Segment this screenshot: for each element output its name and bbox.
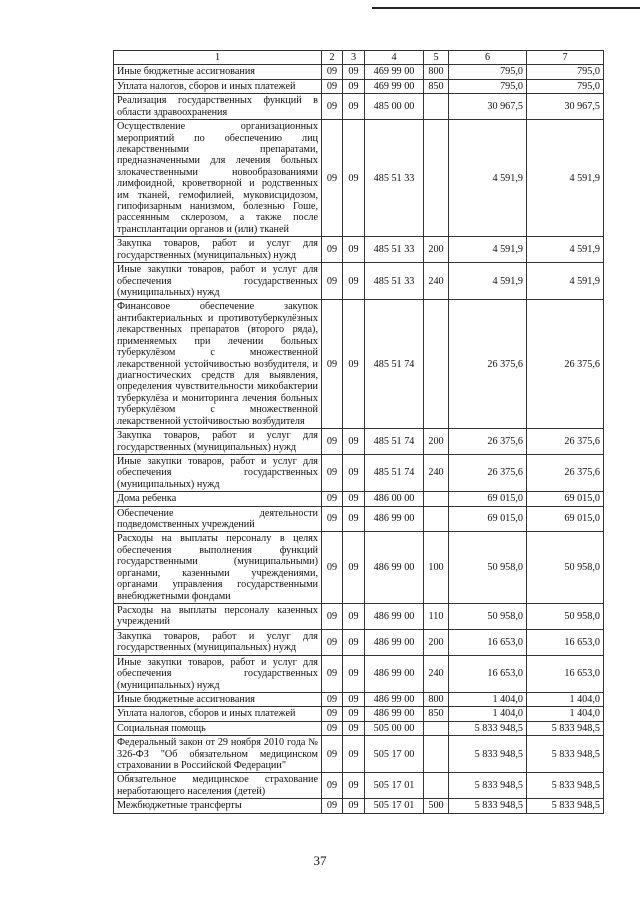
amount-col-6: 4 591,9 bbox=[449, 263, 527, 300]
row-name: Закупка товаров, работ и услуг для государственных (муниципальных) нужд bbox=[114, 429, 322, 455]
header-cell: 2 bbox=[322, 51, 343, 65]
amount-col-7: 50 958,0 bbox=[527, 532, 604, 604]
target-code: 469 99 00 bbox=[365, 65, 424, 79]
expense-type-code bbox=[424, 120, 449, 237]
table-row bbox=[114, 429, 604, 455]
expense-type-code bbox=[424, 721, 449, 735]
section-code: 09 bbox=[322, 707, 343, 721]
section-code: 09 bbox=[322, 721, 343, 735]
amount-col-6: 26 375,6 bbox=[449, 429, 527, 455]
subsection-code: 09 bbox=[343, 492, 365, 506]
section-code: 09 bbox=[322, 773, 343, 799]
row-name: Дома ребенка bbox=[114, 492, 322, 506]
expense-type-code bbox=[424, 94, 449, 120]
table-row bbox=[114, 532, 604, 604]
subsection-code: 09 bbox=[343, 429, 365, 455]
header-cell: 1 bbox=[114, 51, 322, 65]
target-code: 485 51 33 bbox=[365, 263, 424, 300]
amount-col-6: 5 833 948,5 bbox=[449, 799, 527, 813]
amount-col-7: 26 375,6 bbox=[527, 454, 604, 491]
target-code: 486 99 00 bbox=[365, 532, 424, 604]
amount-col-7: 16 653,0 bbox=[527, 629, 604, 655]
target-code: 486 99 00 bbox=[365, 603, 424, 629]
subsection-code: 09 bbox=[343, 94, 365, 120]
subsection-code: 09 bbox=[343, 736, 365, 773]
subsection-code: 09 bbox=[343, 707, 365, 721]
row-name: Иные бюджетные ассигнования bbox=[114, 692, 322, 706]
amount-col-6: 69 015,0 bbox=[449, 492, 527, 506]
amount-col-6: 5 833 948,5 bbox=[449, 773, 527, 799]
subsection-code: 09 bbox=[343, 454, 365, 491]
expense-type-code bbox=[424, 506, 449, 532]
amount-col-7: 69 015,0 bbox=[527, 492, 604, 506]
row-name: Федеральный закон от 29 ноября 2010 года № 326-ФЗ "Об обязательном медицинском страховании в Российской Федерации" bbox=[114, 736, 322, 773]
amount-col-7: 26 375,6 bbox=[527, 429, 604, 455]
section-code: 09 bbox=[322, 237, 343, 263]
amount-col-6: 16 653,0 bbox=[449, 629, 527, 655]
table-row bbox=[114, 736, 604, 773]
table-row bbox=[114, 629, 604, 655]
amount-col-7: 69 015,0 bbox=[527, 506, 604, 532]
target-code: 505 17 00 bbox=[365, 736, 424, 773]
expense-type-code: 110 bbox=[424, 603, 449, 629]
subsection-code: 09 bbox=[343, 692, 365, 706]
target-code: 505 00 00 bbox=[365, 721, 424, 735]
expense-type-code bbox=[424, 736, 449, 773]
target-code: 486 00 00 bbox=[365, 492, 424, 506]
target-code: 485 51 33 bbox=[365, 120, 424, 237]
table-row bbox=[114, 773, 604, 799]
section-code: 09 bbox=[322, 603, 343, 629]
row-name: Уплата налогов, сборов и иных платежей bbox=[114, 707, 322, 721]
amount-col-7: 5 833 948,5 bbox=[527, 721, 604, 735]
row-name: Социальная помощь bbox=[114, 721, 322, 735]
amount-col-6: 795,0 bbox=[449, 79, 527, 93]
amount-col-7: 4 591,9 bbox=[527, 263, 604, 300]
row-name: Межбюджетные трансферты bbox=[114, 799, 322, 813]
row-name: Иные закупки товаров, работ и услуг для обеспечения государственных (муниципальных) нужд bbox=[114, 454, 322, 491]
table-row bbox=[114, 721, 604, 735]
subsection-code: 09 bbox=[343, 79, 365, 93]
amount-col-7: 4 591,9 bbox=[527, 120, 604, 237]
section-code: 09 bbox=[322, 79, 343, 93]
subsection-code: 09 bbox=[343, 65, 365, 79]
amount-col-6: 795,0 bbox=[449, 65, 527, 79]
subsection-code: 09 bbox=[343, 629, 365, 655]
row-name: Расходы на выплаты персоналу в целях обеспечения выполнения функций государственными (муниципальными) органами, казенными учреждениями, органами управления государственными внебюджетными фондами bbox=[114, 532, 322, 604]
row-name: Реализация государственных функций в области здравоохранения bbox=[114, 94, 322, 120]
target-code: 485 51 74 bbox=[365, 429, 424, 455]
header-cell: 7 bbox=[527, 51, 604, 65]
amount-col-6: 30 967,5 bbox=[449, 94, 527, 120]
amount-col-6: 1 404,0 bbox=[449, 692, 527, 706]
amount-col-7: 4 591,9 bbox=[527, 237, 604, 263]
amount-col-7: 795,0 bbox=[527, 65, 604, 79]
expense-type-code: 200 bbox=[424, 429, 449, 455]
amount-col-7: 26 375,6 bbox=[527, 300, 604, 429]
expense-type-code bbox=[424, 773, 449, 799]
amount-col-6: 26 375,6 bbox=[449, 300, 527, 429]
table-row bbox=[114, 263, 604, 300]
expense-type-code: 800 bbox=[424, 692, 449, 706]
amount-col-7: 5 833 948,5 bbox=[527, 773, 604, 799]
page-number: 37 bbox=[313, 853, 327, 868]
row-name: Иные закупки товаров, работ и услуг для обеспечения государственных (муниципальных) нужд bbox=[114, 655, 322, 692]
amount-col-7: 50 958,0 bbox=[527, 603, 604, 629]
target-code: 469 99 00 bbox=[365, 79, 424, 93]
table-row bbox=[114, 237, 604, 263]
amount-col-6: 5 833 948,5 bbox=[449, 736, 527, 773]
amount-col-6: 50 958,0 bbox=[449, 603, 527, 629]
section-code: 09 bbox=[322, 532, 343, 604]
section-code: 09 bbox=[322, 454, 343, 491]
amount-col-7: 1 404,0 bbox=[527, 692, 604, 706]
expense-type-code bbox=[424, 492, 449, 506]
expense-type-code: 200 bbox=[424, 237, 449, 263]
section-code: 09 bbox=[322, 736, 343, 773]
subsection-code: 09 bbox=[343, 773, 365, 799]
header-cell: 5 bbox=[424, 51, 449, 65]
subsection-code: 09 bbox=[343, 603, 365, 629]
expense-type-code: 240 bbox=[424, 263, 449, 300]
row-name: Иные закупки товаров, работ и услуг для обеспечения государственных (муниципальных) нужд bbox=[114, 263, 322, 300]
section-code: 09 bbox=[322, 629, 343, 655]
header-cell: 4 bbox=[365, 51, 424, 65]
subsection-code: 09 bbox=[343, 506, 365, 532]
expense-type-code: 240 bbox=[424, 655, 449, 692]
table-row bbox=[114, 692, 604, 706]
table-row bbox=[114, 707, 604, 721]
amount-col-7: 5 833 948,5 bbox=[527, 799, 604, 813]
amount-col-7: 795,0 bbox=[527, 79, 604, 93]
amount-col-6: 50 958,0 bbox=[449, 532, 527, 604]
table-row bbox=[114, 79, 604, 93]
target-code: 486 99 00 bbox=[365, 692, 424, 706]
table-row bbox=[114, 492, 604, 506]
header-cell: 6 bbox=[449, 51, 527, 65]
row-name: Расходы на выплаты персоналу казенных учреждений bbox=[114, 603, 322, 629]
row-name: Финансовое обеспечение закупок антибактериальных и противотуберкулёзных лекарственных препаратов (второго ряда), применяемых при лечении больных туберкулёзом с множественной лекарственной устойчивостью возбудителя, и диагностических средств для выявления, определения чувствительности микобактерии туберкулёза и мониторинга лечения больных туберкулёзом с множественной лекарственной устойчивостью возбудителя bbox=[114, 300, 322, 429]
target-code: 485 00 00 bbox=[365, 94, 424, 120]
amount-col-6: 1 404,0 bbox=[449, 707, 527, 721]
amount-col-7: 30 967,5 bbox=[527, 94, 604, 120]
amount-col-6: 4 591,9 bbox=[449, 237, 527, 263]
expense-type-code: 200 bbox=[424, 629, 449, 655]
table-row bbox=[114, 120, 604, 237]
amount-col-6: 5 833 948,5 bbox=[449, 721, 527, 735]
section-code: 09 bbox=[322, 655, 343, 692]
target-code: 486 99 00 bbox=[365, 655, 424, 692]
subsection-code: 09 bbox=[343, 532, 365, 604]
table-row bbox=[114, 655, 604, 692]
section-code: 09 bbox=[322, 300, 343, 429]
target-code: 485 51 74 bbox=[365, 454, 424, 491]
expense-type-code bbox=[424, 300, 449, 429]
table-row bbox=[114, 65, 604, 79]
table-row bbox=[114, 799, 604, 813]
expense-type-code: 800 bbox=[424, 65, 449, 79]
amount-col-7: 16 653,0 bbox=[527, 655, 604, 692]
section-code: 09 bbox=[322, 492, 343, 506]
amount-col-7: 1 404,0 bbox=[527, 707, 604, 721]
section-code: 09 bbox=[322, 120, 343, 237]
subsection-code: 09 bbox=[343, 655, 365, 692]
section-code: 09 bbox=[322, 429, 343, 455]
section-code: 09 bbox=[322, 94, 343, 120]
subsection-code: 09 bbox=[343, 263, 365, 300]
expense-type-code: 100 bbox=[424, 532, 449, 604]
table-row bbox=[114, 603, 604, 629]
subsection-code: 09 bbox=[343, 300, 365, 429]
row-name: Уплата налогов, сборов и иных платежей bbox=[114, 79, 322, 93]
target-code: 486 99 00 bbox=[365, 629, 424, 655]
table-row bbox=[114, 506, 604, 532]
subsection-code: 09 bbox=[343, 120, 365, 237]
expense-type-code: 500 bbox=[424, 799, 449, 813]
table-row bbox=[114, 300, 604, 429]
header-row bbox=[114, 51, 604, 65]
table-row bbox=[114, 454, 604, 491]
target-code: 485 51 74 bbox=[365, 300, 424, 429]
expense-type-code: 850 bbox=[424, 79, 449, 93]
target-code: 485 51 33 bbox=[365, 237, 424, 263]
row-name: Осуществление организационных мероприятий по обеспечению лиц лекарственными препаратами, предназначенными для лечения больных злокачественными новообразованиями лимфоидной, кроветворной и родственных им тканей, гемофилией, муковисцидозом, гипофизарным нанизмом, болезнью Гоше, рассеянным склерозом, а также после трансплантации органов и (или) тканей bbox=[114, 120, 322, 237]
row-name: Закупка товаров, работ и услуг для государственных (муниципальных) нужд bbox=[114, 237, 322, 263]
amount-col-6: 69 015,0 bbox=[449, 506, 527, 532]
section-code: 09 bbox=[322, 799, 343, 813]
amount-col-6: 4 591,9 bbox=[449, 120, 527, 237]
amount-col-7: 5 833 948,5 bbox=[527, 736, 604, 773]
header-rule bbox=[372, 7, 640, 9]
budget-table bbox=[113, 50, 604, 814]
subsection-code: 09 bbox=[343, 721, 365, 735]
target-code: 486 99 00 bbox=[365, 506, 424, 532]
row-name: Иные бюджетные ассигнования bbox=[114, 65, 322, 79]
row-name: Обязательное медицинское страхование неработающего населения (детей) bbox=[114, 773, 322, 799]
row-name: Обеспечение деятельности подведомственных учреждений bbox=[114, 506, 322, 532]
section-code: 09 bbox=[322, 65, 343, 79]
target-code: 505 17 01 bbox=[365, 799, 424, 813]
table-row bbox=[114, 94, 604, 120]
expense-type-code: 240 bbox=[424, 454, 449, 491]
section-code: 09 bbox=[322, 692, 343, 706]
row-name: Закупка товаров, работ и услуг для государственных (муниципальных) нужд bbox=[114, 629, 322, 655]
header-cell: 3 bbox=[343, 51, 365, 65]
target-code: 505 17 01 bbox=[365, 773, 424, 799]
subsection-code: 09 bbox=[343, 799, 365, 813]
amount-col-6: 26 375,6 bbox=[449, 454, 527, 491]
expense-type-code: 850 bbox=[424, 707, 449, 721]
amount-col-6: 16 653,0 bbox=[449, 655, 527, 692]
subsection-code: 09 bbox=[343, 237, 365, 263]
section-code: 09 bbox=[322, 263, 343, 300]
section-code: 09 bbox=[322, 506, 343, 532]
target-code: 486 99 00 bbox=[365, 707, 424, 721]
